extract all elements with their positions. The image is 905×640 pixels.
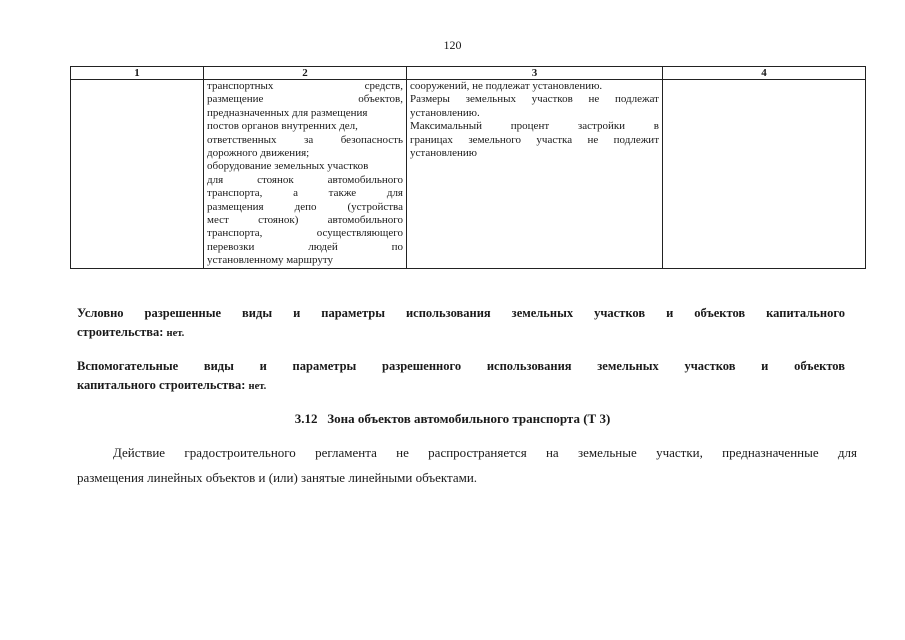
- auxiliary-uses-heading: [77, 357, 845, 396]
- cell-line: границах земельного участка не подлежит: [410, 133, 659, 146]
- cell-line: транспорта, осуществляющего: [207, 227, 403, 240]
- cell-line: перевозки людей по: [207, 240, 403, 253]
- section-title: 3.12 Зона объектов автомобильного транспорта (Т 3): [294, 411, 611, 426]
- cell-line: оборудование земельных участков: [207, 160, 369, 173]
- cell-line: установлению: [410, 147, 478, 160]
- cell-line: ответственных за безопасность: [207, 133, 403, 146]
- cell-col-1: [71, 80, 204, 269]
- body-paragraph: [77, 440, 857, 490]
- table-row: [71, 80, 866, 269]
- cell-line: установленному маршруту: [207, 254, 334, 267]
- cell-line: для стоянок автомобильного: [207, 173, 403, 186]
- heading-value: нет.: [248, 381, 267, 392]
- cell-line: транспорта, а также для: [207, 187, 403, 200]
- cell-line: транспортных средств,: [207, 80, 403, 92]
- cell-col-4: [663, 80, 866, 269]
- cell-line: установлению.: [410, 106, 480, 119]
- cell-line: постов органов внутренних дел,: [207, 120, 358, 133]
- cell-line: Максимальный процент застройки в: [410, 120, 659, 133]
- cell-line: дорожного движения;: [207, 147, 310, 160]
- cell-col-3: [407, 80, 663, 269]
- column-header-3: 3: [407, 67, 663, 80]
- column-header-2: 2: [204, 67, 407, 80]
- heading-line: капитального строительства:: [77, 378, 246, 392]
- heading-line: строительства:: [77, 325, 164, 339]
- page-number: 120: [443, 38, 462, 52]
- column-header-4: 4: [663, 67, 866, 80]
- paragraph-line: размещения линейных объектов и (или) занятые линейными объектами.: [77, 470, 478, 485]
- cell-line: мест стоянок) автомобильного: [207, 214, 403, 227]
- paragraph-line: Действие градостроительного регламента не распространяется на земельные участки, предназначенные для: [113, 445, 857, 460]
- heading-line: Условно разрешенные виды и параметры использования земельных участков и объектов капитального: [77, 306, 845, 320]
- conditional-uses-heading: [77, 304, 845, 343]
- cell-line: предназначенных для размещения: [207, 106, 368, 119]
- cell-line: размещения депо (устройства: [207, 200, 403, 213]
- cell-line: Размеры земельных участков не подлежат: [410, 93, 659, 106]
- table-header-row: [71, 67, 866, 80]
- column-header-1: 1: [71, 67, 204, 80]
- regulations-table: [70, 66, 866, 269]
- cell-col-2: [204, 80, 407, 269]
- heading-value: нет.: [166, 328, 185, 339]
- cell-line: сооружений, не подлежат установлению.: [410, 80, 603, 92]
- heading-line: Вспомогательные виды и параметры разрешенного использования земельных участков и объектов: [77, 359, 845, 373]
- cell-line: размещение объектов,: [207, 93, 403, 106]
